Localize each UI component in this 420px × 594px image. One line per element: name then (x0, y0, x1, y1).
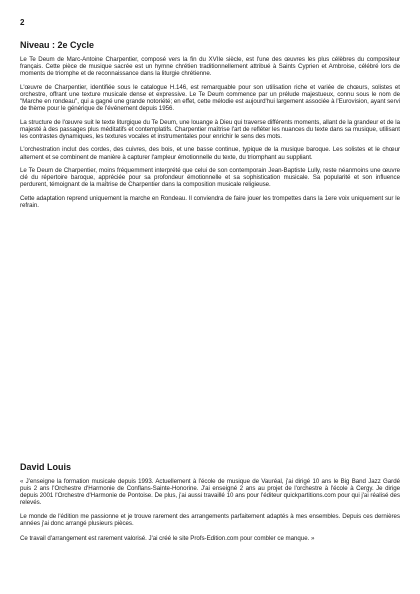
paragraph-adaptation: Cette adaptation reprend uniquement la marche en Rondeau. Il conviendra de faire jouer les trompettes dans la 1ere voix uniquement sur le refrain. (20, 194, 400, 209)
author-section (20, 462, 400, 549)
paragraph-catalogue: L'œuvre de Charpentier, identifiée sous le catalogue H.146, est remarquable pour son utilisation riche et variée de chœurs, solistes et orchestre, offrant une texture musicale dense et expressive. Le Te Deum commence par un prélude majestueux, connu sous le nom de "Marche en rondeau", qui a gagné une grande notoriété; en effet, cette mélodie est aujourd'hui largement associée à l'Eurovision, ayant servi de thème pour le générique de l'événement depuis 1956. (20, 83, 400, 113)
page-number: 2 (20, 18, 25, 27)
level-heading: Niveau : 2e Cycle (20, 40, 95, 50)
paragraph-author-passion: Le monde de l'édition me passionne et je trouve rarement des arrangements parfaitement adaptés à mes ensembles. Depuis ces dernières années j'ai donc arrangé plusieurs pièces. (20, 513, 400, 528)
paragraph-author-site: Ce travail d'arrangement est rarement valorisé. J'ai créé le site Profs-Edition.com pour combler ce manque. » (20, 534, 315, 542)
paragraph-intro: Le Te Deum de Marc-Antoine Charpentier, composé vers la fin du XVIIe siècle, est l'une des œuvres les plus célèbres du compositeur français. Cette pièce de musique sacrée est un hymne chrétien traditionnellement attribué à Saints Cyprien et Ambroise, célébré lors de moments de triomphe et de reconnaissance dans la liturgie chrétienne. (20, 56, 400, 78)
paragraph-legacy: Le Te Deum de Charpentier, moins fréquemment interprété que celui de son contemporain Jean-Baptiste Lully, reste néanmoins une œuvre clé du répertoire baroque, appréciée pour sa profondeur émotionnelle et sa sophistication musicale. Sa popularité et son influence perdurent, témoignant de la maîtrise de Charpentier dans la composition musicale religieuse. (20, 167, 400, 189)
author-heading: David Louis (20, 462, 72, 472)
paragraph-orchestration: L'orchestration inclut des cordes, des cuivres, des bois, et une basse continue, typique de la musique baroque. Les solistes et le chœur alternent et se combinent de manière à capturer l'ampleur émotionnelle du texte, du triomphant au suppliant. (20, 146, 400, 161)
paragraph-author-bio: « J'enseigne la formation musicale depuis 1993. Actuellement à l'école de musique de Vauréal, j'ai dirigé 10 ans le Big Band Jazz Gardé puis 2 ans l'Orchestre d'Harmonie de Conflans-Sainte-Honorine. J'ai enseigné 2 ans au projet de l'orchestre à l'école à Cergy. Je dirige depuis 2001 l'Orchestre d'Harmonie de Pontoise. De plus, j'ai aussi travaillé 10 ans pour l'éditeur quickpartitions.com pour qui j'ai réalisé des relevés. (20, 478, 400, 507)
level-section (20, 40, 400, 216)
paragraph-structure: La structure de l'œuvre suit le texte liturgique du Te Deum, une louange à Dieu qui traverse différents moments, allant de la grandeur et de la majesté à des passages plus méditatifs et contemplatifs. Charpentier maîtrise l'art de refléter les nuances du texte dans sa musique, utilisant les contrastes dynamiques, les textures vocales et instrumentales pour enrichir le sens des mots. (20, 118, 400, 140)
